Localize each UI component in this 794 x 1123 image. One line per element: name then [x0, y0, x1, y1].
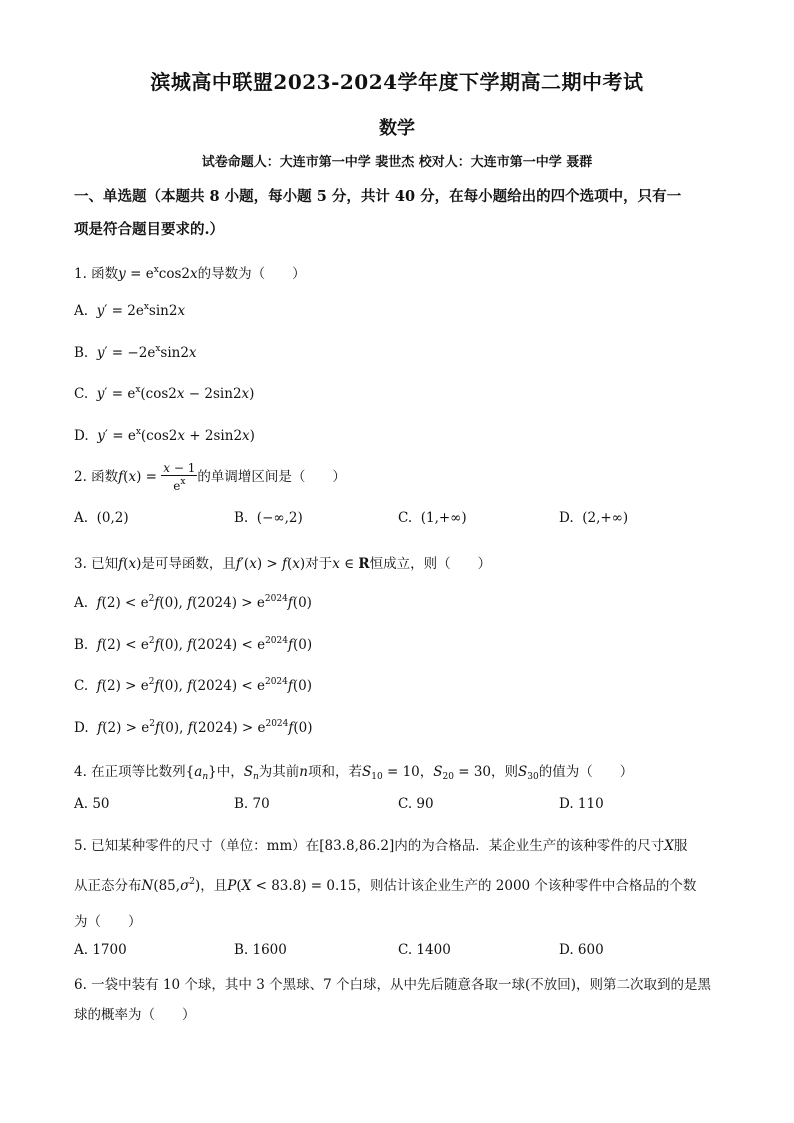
question-3-stem: 3. 已知f(x)是可导函数，且f′(x) > f(x)对于x ∈ R恒成立，则（ ）: [74, 556, 492, 572]
q5-option-c: C. 1400: [398, 942, 451, 958]
q3-option-d: D. $f(2) > e^2f(0)$, $f(2024) > e^{2024}f(0)$: [74, 719, 313, 736]
question-4-stem: 4. 在正项等比数列$\{a_n\}$中，$S_n$为其前n项和，若$S_{10} = 10$，$S_{20} = 30$，则$S_{30}$的值为（ ）: [74, 764, 634, 782]
q4-option-b: B. 70: [234, 796, 270, 812]
q4-option-d: D. 110: [559, 796, 604, 812]
q2-fraction: $\frac{x - 1}{e^x}$: [163, 461, 196, 493]
question-5-line2: 从正态分布$N(85,\sigma^2)$，且P(X < 83.8) = 0.15，则估计该企业生产的 2000 个该种零件中合格品的个数: [74, 877, 697, 894]
q1-option-b: B. $y' = -2e^x\sin 2x$: [74, 344, 197, 361]
q3-option-a: A. $f(2) < e^2f(0)$, $f(2024) > e^{2024}f(0)$: [74, 594, 312, 611]
q1-formula: y: [118, 266, 126, 282]
section-heading-line2: 项是符合题目要求的.）: [74, 221, 225, 238]
question-6-line2: 球的概率为（ ）: [74, 1007, 196, 1023]
q2-option-d: D. (2,+∞): [559, 510, 629, 526]
q2-option-c: C. (1,+∞): [398, 510, 467, 526]
question-2-stem: 2. 函数f(x) = $\frac{x - 1}{e^x}$ 的单调增区间是（ ）: [74, 461, 346, 493]
question-5-line3: 为（ ）: [74, 914, 142, 930]
exam-title: 滨城高中联盟2023-2024学年度下学期高二期中考试: [150, 70, 644, 94]
q5-option-b: B. 1600: [234, 942, 287, 958]
q3-option-c: C. $f(2) > e^2f(0)$, $f(2024) < e^{2024}f(0)$: [74, 677, 313, 694]
section-heading: [74, 180, 724, 246]
q3-option-b: B. $f(2) < e^2f(0)$, $f(2024) < e^{2024}f(0)$: [74, 636, 313, 653]
authors-line: 试卷命题人：大连市第一中学 裴世杰 校对人：大连市第一中学 聂群: [201, 155, 593, 170]
q1-option-a: A. $y' = 2e^x\sin 2x$: [74, 302, 186, 319]
question-5-line1: 5. 已知某种零件的尺寸（单位：mm）在[83.8,86.2]内的为合格品．某企业生产的该种零件的尺寸X服: [74, 838, 688, 854]
q2-option-a: A. (0,2): [74, 510, 129, 526]
q2-option-b: B. (−∞,2): [234, 510, 303, 526]
q5-option-a: A. 1700: [74, 942, 127, 958]
question-1-stem: 1. 函数$y = e^x\cos 2x$的导数为（ ）: [74, 265, 306, 282]
subject-title: 数学: [379, 118, 415, 139]
q1-option-d: D. $y' = e^x(\cos 2x + 2\sin 2x)$: [74, 427, 255, 444]
q4-option-c: C. 90: [398, 796, 434, 812]
question-6-line1: 6. 一袋中装有 10 个球，其中 3 个黑球、7 个白球，从中先后随意各取一球(不放回)，则第二次取到的是黑: [74, 977, 712, 993]
q4-option-a: A. 50: [74, 796, 110, 812]
q1-option-c: C. $y' = e^x(\cos 2x - 2\sin 2x)$: [74, 385, 255, 402]
q5-option-d: D. 600: [559, 942, 604, 958]
section-heading-line1: 一、单选题（本题共 8 小题，每小题 5 分，共计 40 分，在每小题给出的四个选项中，只有一: [74, 188, 682, 205]
